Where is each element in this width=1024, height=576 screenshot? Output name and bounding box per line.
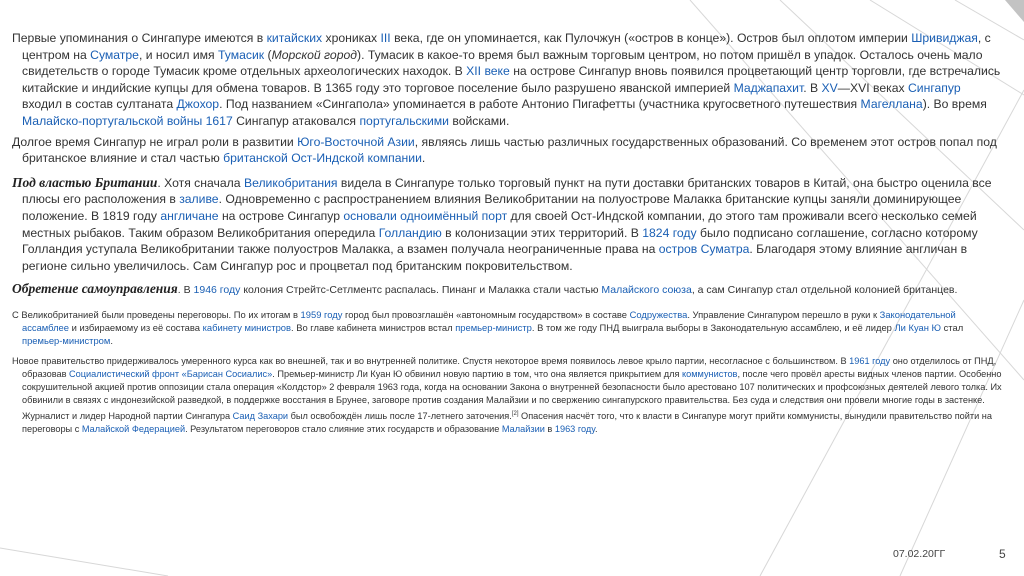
link-1824[interactable]: 1824 году bbox=[642, 225, 697, 240]
footer-date: 07.02.20ГГ bbox=[893, 548, 946, 560]
text: колония Стрейтс-Сетлментс распалась. Пинанг и Малакка стали частью bbox=[240, 284, 602, 297]
text: город был провозглашён «автономным государством» в составе bbox=[342, 308, 630, 320]
text: . В bbox=[803, 80, 822, 95]
text: , с центром на bbox=[22, 31, 991, 62]
link-holland[interactable]: Голландию bbox=[378, 225, 442, 240]
link-1959[interactable]: 1959 году bbox=[300, 308, 343, 320]
text: входил в состав султаната bbox=[22, 97, 177, 112]
link-1946[interactable]: 1946 году bbox=[193, 284, 241, 297]
text: , после чего провёл аресты видных членов партии. Особенно сокрушительной акцией против оппозиции стала операция «Колдстор» 2 февраля 1963 года, когда на основании Закона о внутренней безопасности было арестовано 107 политических и профсоюзных деятелей левого толка. Их обвинили в связях с индонезийской разведкой, в поддержке восстания в Брунее, заговоре против создания Малайзии и по свержению сингапурского правительства. Без суда и следствия они провели многие годы в застенке. Журналист и лидер Народной партии Сингапура bbox=[22, 369, 1002, 421]
link-1961[interactable]: 1961 году bbox=[849, 356, 891, 367]
link-15th-century[interactable]: XV bbox=[821, 80, 838, 95]
text: , являясь лишь частью различных государственных образований. Со временем этот остров попал под британское влияние и стал частью bbox=[22, 134, 997, 166]
link-prime-minister[interactable]: премьер-министр bbox=[455, 321, 532, 333]
text: в колонизации этих территорий. В bbox=[441, 225, 643, 240]
text: ). Тумасик в какое-то время был важным торговым центром, но потом пришёл в упадок. Осталось очень мало свидетельств о городе Тумасик кроме отдельных археологических находок. В bbox=[22, 47, 983, 79]
section-heading-british-rule: Под властью Британии bbox=[12, 174, 158, 190]
footnote-marker[interactable]: [2] bbox=[511, 410, 519, 417]
paragraph-british-rule bbox=[12, 175, 1002, 275]
link-commonwealth[interactable]: Содружества bbox=[629, 308, 688, 320]
text: . Одновременно с распространением влияния Великобритании на полуострове Малакка британские купцы заняли доминирующее положение. В 1819 году bbox=[22, 192, 962, 223]
link-sumatra[interactable]: Суматре bbox=[90, 47, 139, 62]
text: С Великобританией были проведены переговоры. По их итогам в bbox=[12, 308, 301, 320]
text: Первые упоминания о Сингапуре имеются в bbox=[12, 31, 267, 45]
text: был освобождён лишь после 17-летнего заточения. bbox=[288, 410, 512, 421]
text: . В bbox=[177, 284, 194, 297]
text: войсками. bbox=[448, 113, 510, 128]
text: на острове Сингапур вновь появился процветающий центр торговли, где встречались китайские и индийские купцы для обмена товаров. В 1365 году это торговое поселение было разрушено яванской империей bbox=[22, 64, 1001, 95]
link-12th-century[interactable]: XII веке bbox=[466, 64, 510, 79]
text: Долгое время Сингапур не играл роли в развитии bbox=[12, 134, 298, 149]
text: ). Во время bbox=[922, 97, 987, 112]
link-malaysia[interactable]: Малайзии bbox=[501, 423, 545, 434]
text: видела в Сингапуре только торговый пункт на пути доставки британских товаров в Китай, она быстро оценила все плюсы его расположения в bbox=[22, 175, 992, 207]
text: на острове Сингапур bbox=[218, 208, 344, 223]
link-tumasik[interactable]: Тумасик bbox=[218, 47, 265, 62]
text: . Благодаря этому влияние англичан в регионе сильно увеличилось. Сам Сингапур рос и процветал под британским покровительством. bbox=[22, 242, 968, 273]
text: . bbox=[594, 423, 598, 434]
link-englishmen[interactable]: англичане bbox=[160, 208, 219, 223]
text: века, где он упоминается, как Пулочжун («остров в конце»). Остров был оплотом империи bbox=[390, 31, 912, 45]
link-east-india-company[interactable]: британской Ост-Индской компании bbox=[223, 151, 422, 166]
text: оно отделилось от ПНД, образовав bbox=[22, 356, 997, 380]
link-malay-portuguese-war[interactable]: Малайско-португальской войны 1617 bbox=[22, 113, 233, 128]
link-singapore[interactable]: Сингапур bbox=[907, 80, 961, 95]
link-magellan[interactable]: Магеллана bbox=[860, 97, 923, 112]
link-said-zahari[interactable]: Саид Захари bbox=[232, 410, 289, 421]
link-bay[interactable]: заливе bbox=[179, 192, 219, 207]
link-majapahit[interactable]: Маджапахит bbox=[733, 80, 804, 95]
link-portuguese[interactable]: португальскими bbox=[359, 113, 449, 128]
text: было подписано соглашение, согласно которому Голландия уступала Великобритании также полуостров Малакка, а взамен получала неограниченные права на bbox=[22, 225, 978, 257]
text: ( bbox=[264, 47, 272, 62]
text: для своей Ост-Индской компании, до этого там проживали всего несколько семей местных рыбаков. Таким образом Великобритания опередила bbox=[22, 208, 977, 240]
text: . Хотя сначала bbox=[157, 175, 244, 190]
text: , а сам Сингапур стал отдельной колонией британцев. bbox=[691, 284, 958, 297]
link-cabinet[interactable]: кабинету министров bbox=[202, 321, 291, 333]
link-barisan-sosialis[interactable]: Социалистический фронт «Барисан Сосиалис» bbox=[69, 369, 273, 380]
text: . Под названием «Сингапола» упоминается в работе Антонио Пигафетты (участника кругосветного путешествия bbox=[219, 97, 861, 112]
link-founded-port[interactable]: основали одноимённый порт bbox=[343, 208, 508, 223]
link-malayan-union[interactable]: Малайского союза bbox=[601, 284, 692, 297]
link-lee-kuan-yew[interactable]: Ли Куан Ю bbox=[894, 321, 942, 333]
paragraph-british-influence bbox=[12, 134, 1002, 167]
link-southeast-asia[interactable]: Юго-Восточной Азии bbox=[297, 134, 415, 149]
text: . Результатом переговоров стало слияние этих государств и образование bbox=[185, 423, 502, 434]
link-sumatra-island[interactable]: остров Суматра bbox=[658, 242, 750, 257]
link-srivijaya[interactable]: Шривиджая bbox=[911, 31, 978, 45]
link-1963[interactable]: 1963 году bbox=[554, 423, 595, 434]
paragraph-new-government bbox=[12, 355, 1002, 436]
text: , и носил имя bbox=[138, 47, 218, 62]
text: . bbox=[110, 334, 113, 346]
link-third-century[interactable]: III bbox=[380, 31, 391, 45]
text: . Во главе кабинета министров встал bbox=[290, 321, 456, 333]
italic-text: Морской город bbox=[271, 47, 358, 62]
text: . Управление Сингапуром перешло в руки к bbox=[687, 308, 880, 320]
link-legislative-assembly[interactable]: Законодательной ассамблее bbox=[22, 308, 956, 333]
link-malayan-federation[interactable]: Малайской Федерацией bbox=[81, 423, 186, 434]
link-prime-minister-2[interactable]: премьер-министром bbox=[22, 334, 111, 346]
section-heading-self-government: Обретение самоуправления bbox=[12, 281, 178, 297]
link-chinese[interactable]: китайских bbox=[266, 31, 323, 45]
text: в bbox=[544, 423, 555, 434]
text: . Премьер-министр Ли Куан Ю обвинил новую партию в том, что она является прикрытием для bbox=[272, 369, 682, 380]
link-great-britain[interactable]: Великобритания bbox=[243, 175, 338, 190]
text: —XVI веках bbox=[837, 80, 908, 95]
page-number: 5 bbox=[999, 547, 1006, 561]
text: Опасения насчёт того, что к власти в Сингапуре могут прийти коммунисты, вынудили правительство пойти на переговоры с bbox=[22, 410, 992, 434]
link-communists[interactable]: коммунистов bbox=[681, 369, 738, 380]
paragraph-self-government bbox=[12, 282, 1002, 297]
text: стал bbox=[941, 321, 964, 333]
text: Сингапур атаковался bbox=[232, 113, 360, 128]
paragraph-negotiations bbox=[12, 308, 1002, 348]
paragraph-early-history bbox=[12, 30, 1002, 130]
text: хрониках bbox=[322, 31, 381, 45]
link-johor[interactable]: Джохор bbox=[176, 97, 220, 112]
text: . В том же году ПНД выиграла выборы в Законодательную ассамблею, и её лидер bbox=[531, 321, 895, 333]
text: . bbox=[421, 151, 426, 166]
slide-content bbox=[12, 30, 1002, 436]
text: и избираемому из её состава bbox=[69, 321, 203, 333]
text: Новое правительство придерживалось умеренного курса как во внешней, так и во внутренней политике. Спустя некоторое время появилось левое крыло партии, несогласное с большинством. В bbox=[12, 356, 850, 367]
